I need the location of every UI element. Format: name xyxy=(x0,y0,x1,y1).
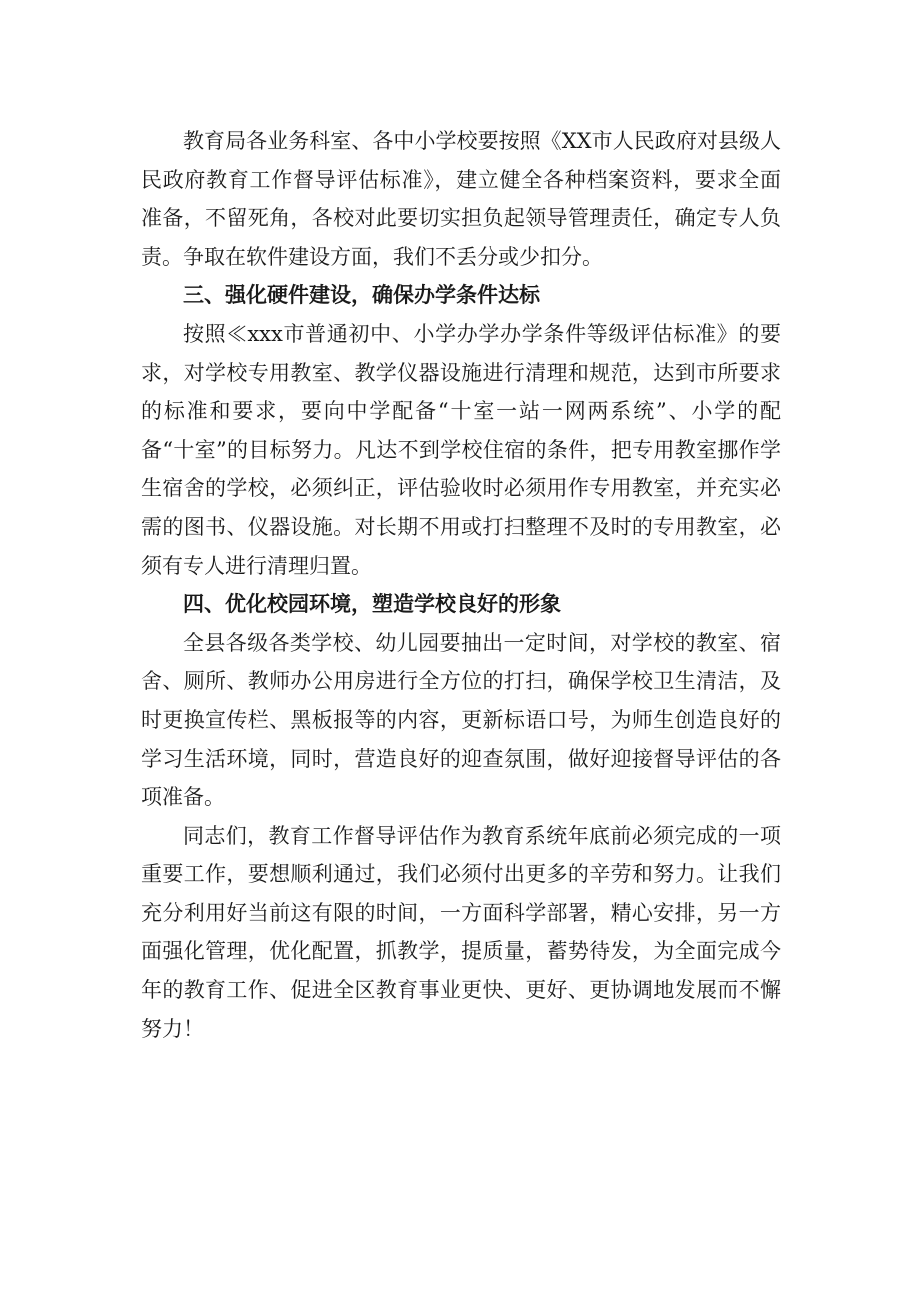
document-body xyxy=(141,122,781,1048)
paragraph-hardware: 按照≪xxx市普通初中、小学办学办学条件等级评估标准》的要求，对学校专用教室、教学仪器设施进行清理和规范，达到市所要求的标准和要求，要向中学配备“十室一站一网两系统”、小学的配备“十室”的目标努力。凡达不到学校住宿的条件，把专用教室挪作学生宿舍的学校，必须纠正，评估验收时必须用作专用教室，并充实必需的图书、仪器设施。对长期不用或打扫整理不及时的专用教室，必须有专人进行清理归置。 xyxy=(141,321,781,578)
paragraph-archives: 教育局各业务科室、各中小学校要按照《XX市人民政府对县级人民政府教育工作督导评估标准》，建立健全各种档案资料，要求全面准备，不留死角，各校对此要切实担负起领导管理责任，确定专人负责。争取在软件建设方面，我们不丢分或少扣分。 xyxy=(141,129,781,269)
section-heading-hardware: 三、强化硬件建设，确保办学条件达标 xyxy=(183,283,540,308)
section-heading-environment: 四、优化校园环境，塑造学校良好的形象 xyxy=(183,592,561,617)
paragraph-environment: 全县各级各类学校、幼儿园要抽出一定时间，对学校的教室、宿舍、厕所、教师办公用房进行全方位的打扫，确保学校卫生清洁，及时更换宣传栏、黑板报等的内容，更新标语口号，为师生创造良好的学习生活环境，同时，营造良好的迎查氛围，做好迎接督导评估的各项准备。 xyxy=(141,630,781,810)
paragraph-closing: 同志们，教育工作督导评估作为教育系统年底前必须完成的一项重要工作，要想顺利通过，我们必须付出更多的辛劳和努力。让我们充分利用好当前这有限的时间，一方面科学部署，精心安排，另一方面强化管理，优化配置，抓教学，提质量，蓄势待发，为全面完成今年的教育工作、促进全区教育事业更快、更好、更协调地发展而不懈努力！ xyxy=(141,823,781,1041)
